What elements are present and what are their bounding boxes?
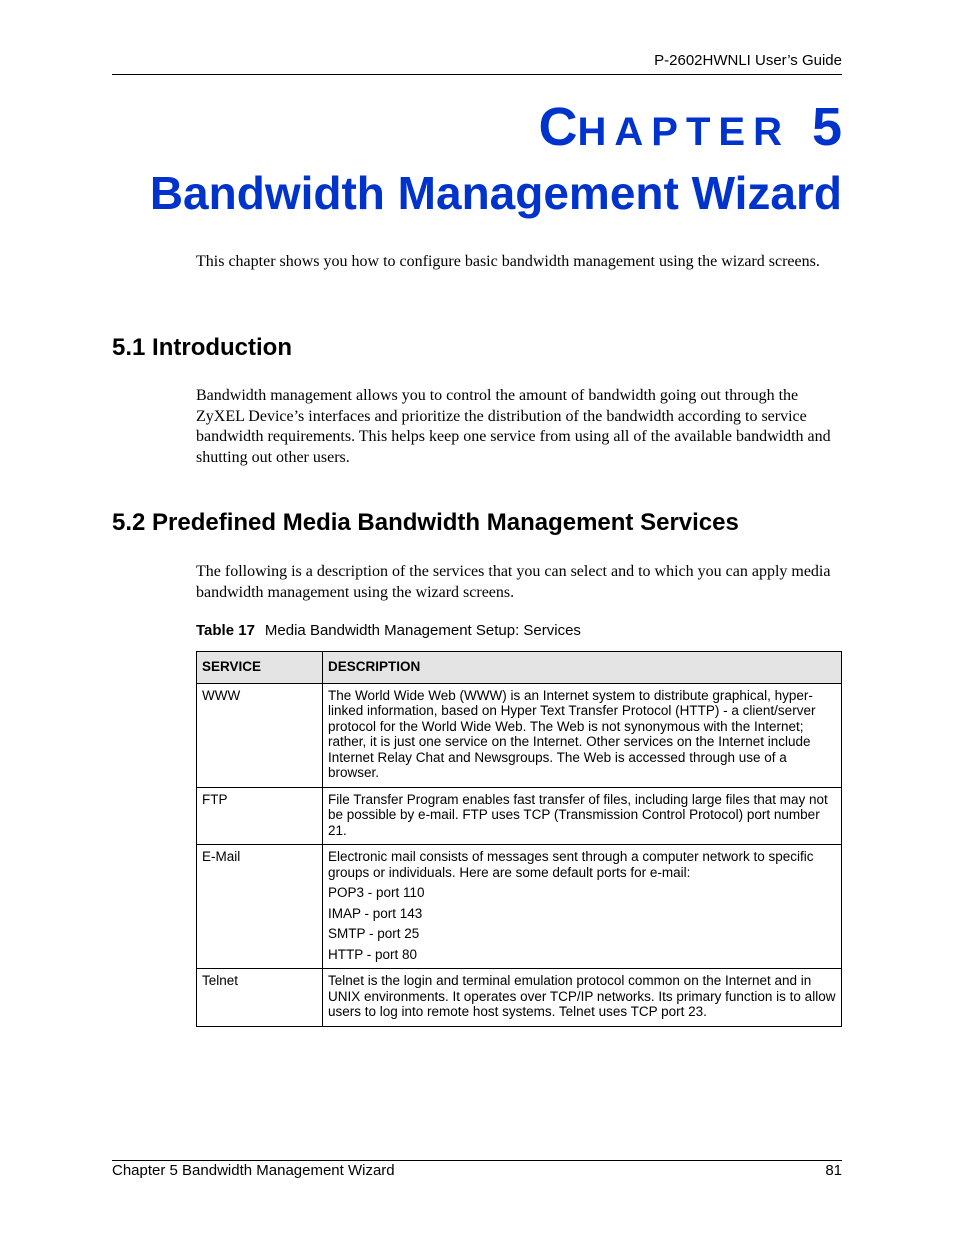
table-caption-text: Media Bandwidth Management Setup: Services <box>264 622 581 639</box>
service-cell: FTP <box>197 787 323 845</box>
section-paragraph-predefined-services: The following is a description of the services that you can select and to which you can apply media bandwidth management using the wizard screens. <box>196 563 831 601</box>
column-header-service: SERVICE <box>197 652 323 684</box>
chapter-label-rest: HAPTER <box>577 110 790 154</box>
chapter-number: 5 <box>811 97 842 157</box>
port-line: SMTP - port 25 <box>328 926 420 941</box>
column-header-description: DESCRIPTION <box>323 652 842 684</box>
description-text: Electronic mail consists of messages sent through a computer network to specific groups or individuals. Here are some default ports for e-mail: <box>328 849 814 880</box>
description-text: File Transfer Program enables fast transfer of files, including large files that may not be possible by e-mail. FTP uses TCP (Transmission Control Protocol) port number 21. <box>328 791 828 838</box>
table-row <box>197 787 842 845</box>
service-cell: Telnet <box>197 969 323 1027</box>
header-rule <box>112 74 842 75</box>
chapter-label-initial: C <box>538 97 578 157</box>
table-row <box>197 683 842 787</box>
description-cell <box>323 969 842 1027</box>
description-cell <box>323 845 842 969</box>
port-line: IMAP - port 143 <box>328 905 423 921</box>
section-paragraph-introduction: Bandwidth management allows you to control the amount of bandwidth going out through the ZyXEL Device’s interfaces and prioritize the distribution of the bandwidth according to service bandwidth requirements. This helps keep one service from using all of the available bandwidth and shutting out other users. <box>196 387 831 466</box>
section-heading-predefined-services: 5.2 Predefined Media Bandwidth Management Services <box>112 509 739 536</box>
table-caption-label: Table 17 <box>196 622 255 639</box>
table-row <box>197 845 842 969</box>
chapter-title: Bandwidth Management Wizard <box>149 167 842 219</box>
table-row <box>197 969 842 1027</box>
chapter-label <box>538 97 843 157</box>
port-line: POP3 - port 110 <box>328 885 425 900</box>
footer-rule <box>112 1160 842 1161</box>
intro-paragraph: This chapter shows you how to configure basic bandwidth management using the wizard screens. <box>196 253 820 270</box>
table-header-row <box>197 652 842 684</box>
page-number: 81 <box>825 1162 842 1179</box>
services-table <box>196 651 842 1027</box>
running-header: P-2602HWNLI User’s Guide <box>654 52 842 69</box>
service-cell: WWW <box>197 683 323 787</box>
description-cell <box>323 787 842 845</box>
footer-chapter-title: Chapter 5 Bandwidth Management Wizard <box>112 1162 395 1179</box>
service-cell: E-Mail <box>197 845 323 969</box>
description-text: The World Wide Web (WWW) is an Internet system to distribute graphical, hyper-linked information, based on Hyper Text Transfer Protocol (HTTP) - a client/server protocol for the World Wide Web. The Web is not synonymous with the Internet; rather, it is just one service on the Internet. Other services on the Internet include Internet Relay Chat and Newsgroups. The Web is accessed through use of a browser. <box>328 687 816 780</box>
port-line: HTTP - port 80 <box>328 946 418 962</box>
description-text: Telnet is the login and terminal emulation protocol common on the Internet and in UNIX environments. It operates over TCP/IP networks. Its primary function is to allow users to log into remote host systems. Telnet uses TCP port 23. <box>328 973 836 1019</box>
section-heading-introduction: 5.1 Introduction <box>112 334 292 361</box>
table-caption <box>196 622 581 639</box>
description-cell <box>323 683 842 787</box>
